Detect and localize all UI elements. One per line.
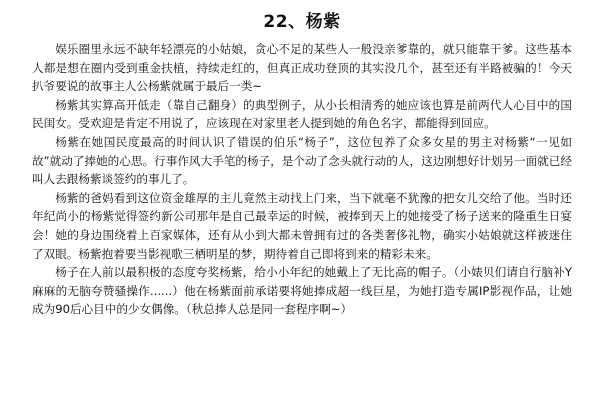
- article-paragraph-2: 杨紫其实算高开低走（靠自己翻身）的典型例子，从小长相清秀的她应该也算是前两代人心目中的国民闺女。受欢迎是肯定不用说了，应该现在对家里老人提到她的角色名字，都能得到回应。: [32, 97, 572, 131]
- article-paragraph-1: 娱乐圈里永远不缺年轻漂亮的小姑娘，贪心不足的某些人一般没亲爹靠的，就只能靠干爹。这些基本人都是想在圈内受到重金扶植，持续走红的，但真正成功登顶的其实没几个，甚至还有半路被骗的！今天扒爷要说的故事主人公杨紫就属于最后一类~: [32, 42, 572, 94]
- article-paragraph-5: 杨子在人前以最积极的态度夸奖杨紫，给小小年纪的她戴上了无比高的帽子。（小婊贝们请自行脑补Y麻麻的无脑夸赞骚操作......）他在杨紫面前承诺要将她捧成超一线巨星，为她打造专属IP影视作品，让她成为90后心目中的少女偶像。（秋总捧人总是同一套程序啊~）: [32, 265, 572, 317]
- article-paragraph-3: 杨紫在她国民度最高的时间认识了错误的伯乐“杨子”，这位包养了众多女星的男主对杨紫“一见如故”就动了捧她的心思。行事作风大手笔的杨子，是个动了念头就行动的人，这边刚想好计划另一面就已经叫人去跟杨紫谈签约的事儿了。: [32, 134, 572, 187]
- article-title: 22、杨紫: [263, 12, 341, 32]
- article-paragraph-4: 杨紫的爸妈看到这位资金雄厚的主儿竟然主动找上门来，当下就毫不犹豫的把女儿交给了他。当时还年纪尚小的杨紫觉得签约新公司那年是自己最幸运的时候，被捧到天上的她接受了杨子送来的隆重生日宴会！她的身边围绕着上百家媒体，还有从小到大都未曾拥有过的各类奢侈礼物，确实小姑娘就这样被迷住了双眼。杨紫抱着要当影视歌三栖明星的梦，期待着自己即将到来的精彩未来。: [32, 190, 572, 261]
